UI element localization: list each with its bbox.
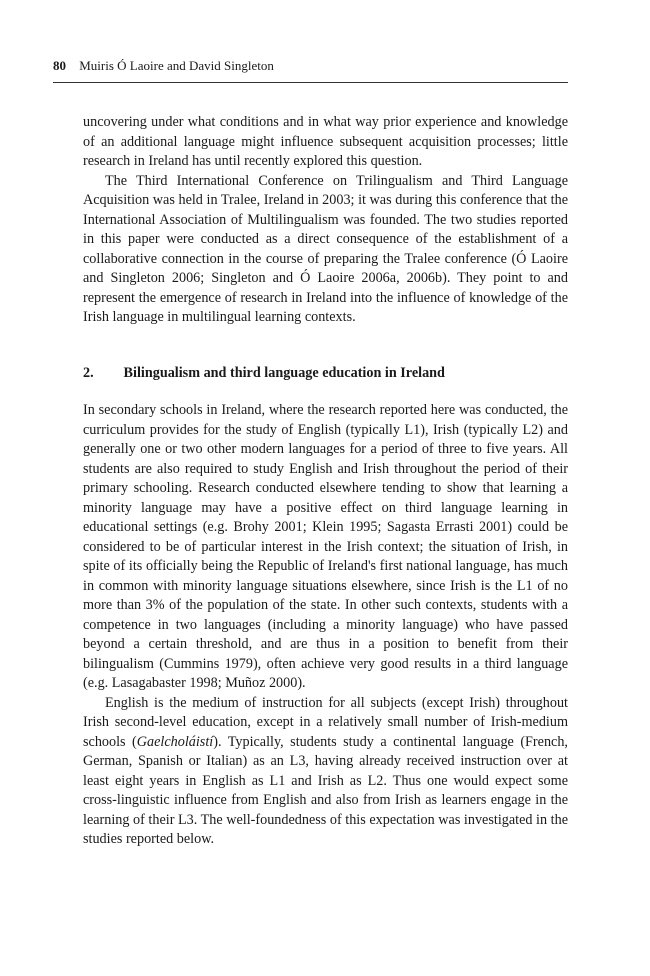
page-body xyxy=(83,113,568,850)
section-number: 2. xyxy=(83,364,94,381)
body-paragraph xyxy=(83,694,568,850)
running-head xyxy=(53,58,568,83)
section-heading xyxy=(83,364,568,384)
text-run: ). Typically, students study a continental language (French, German, Spanish or Italian) as an L3, having already received instruction over at least eight years in English as L1 and Irish as L2. Thus one would expect some cross-linguistic influence from English and also from Irish as learners engage in the learning of their L3. The well-foundedness of this expectation was investigated in the studies reported below. xyxy=(83,733,568,847)
page-number: 80 xyxy=(53,58,66,73)
body-paragraph: The Third International Conference on Trilingualism and Third Language Acquisition was held in Tralee, Ireland in 2003; it was during this conference that the International Association of Multilingualism was founded. The two studies reported in this paper were conducted as a direct consequence of the establishment of a collaborative connection in the course of preparing the Tralee conference (Ó Laoire and Singleton 2006; Singleton and Ó Laoire 2006a, 2006b). They point to and represent the emergence of research in Ireland into the influence of knowledge of the Irish language in multilingual learning contexts. xyxy=(83,172,568,325)
body-paragraph: In secondary schools in Ireland, where the research reported here was conducted, the curriculum provides for the study of English (typically L1), Irish (typically L2) and generally one or two other modern languages for a period of three to five years. All students are also required to study English and Irish throughout the period of their primary schooling. Research conducted elsewhere tending to show that learning a minority language may have a positive effect on third language learning in educational settings (e.g. Brohy 2001; Klein 1995; Sagasta Errasti 2001) could be considered to be of particular interest in the Irish context; the situation of Irish, in spite of its officially being the Republic of Ireland's first national language, has much in common with minority language situations elsewhere, since Irish is the L1 of no more than 3% of the population of the state. In other such contexts, students with a competence in two languages (including a minority language) who have passed beyond a certain threshold, and are thus in a position to benefit from their bilingualism (Cummins 1979), often achieve very good results in a third language (e.g. Lasagabaster 1998; Muñoz 2000). xyxy=(83,402,568,691)
body-paragraph: uncovering under what conditions and in what way prior experience and knowledge of an additional language might influence subsequent acquisition processes; little research in Ireland has until recently explored this question. xyxy=(83,114,568,169)
italic-term: Gaelcholáistí xyxy=(136,733,214,750)
section-title: Bilingualism and third language education in Ireland xyxy=(123,364,445,381)
text-run: English is the medium of instruction for all subjects (except Irish) throughout Irish second-level education, except in a relatively small number of Irish-medium schools ( xyxy=(83,694,568,750)
running-head-authors: Muiris Ó Laoire and David Singleton xyxy=(79,58,274,73)
